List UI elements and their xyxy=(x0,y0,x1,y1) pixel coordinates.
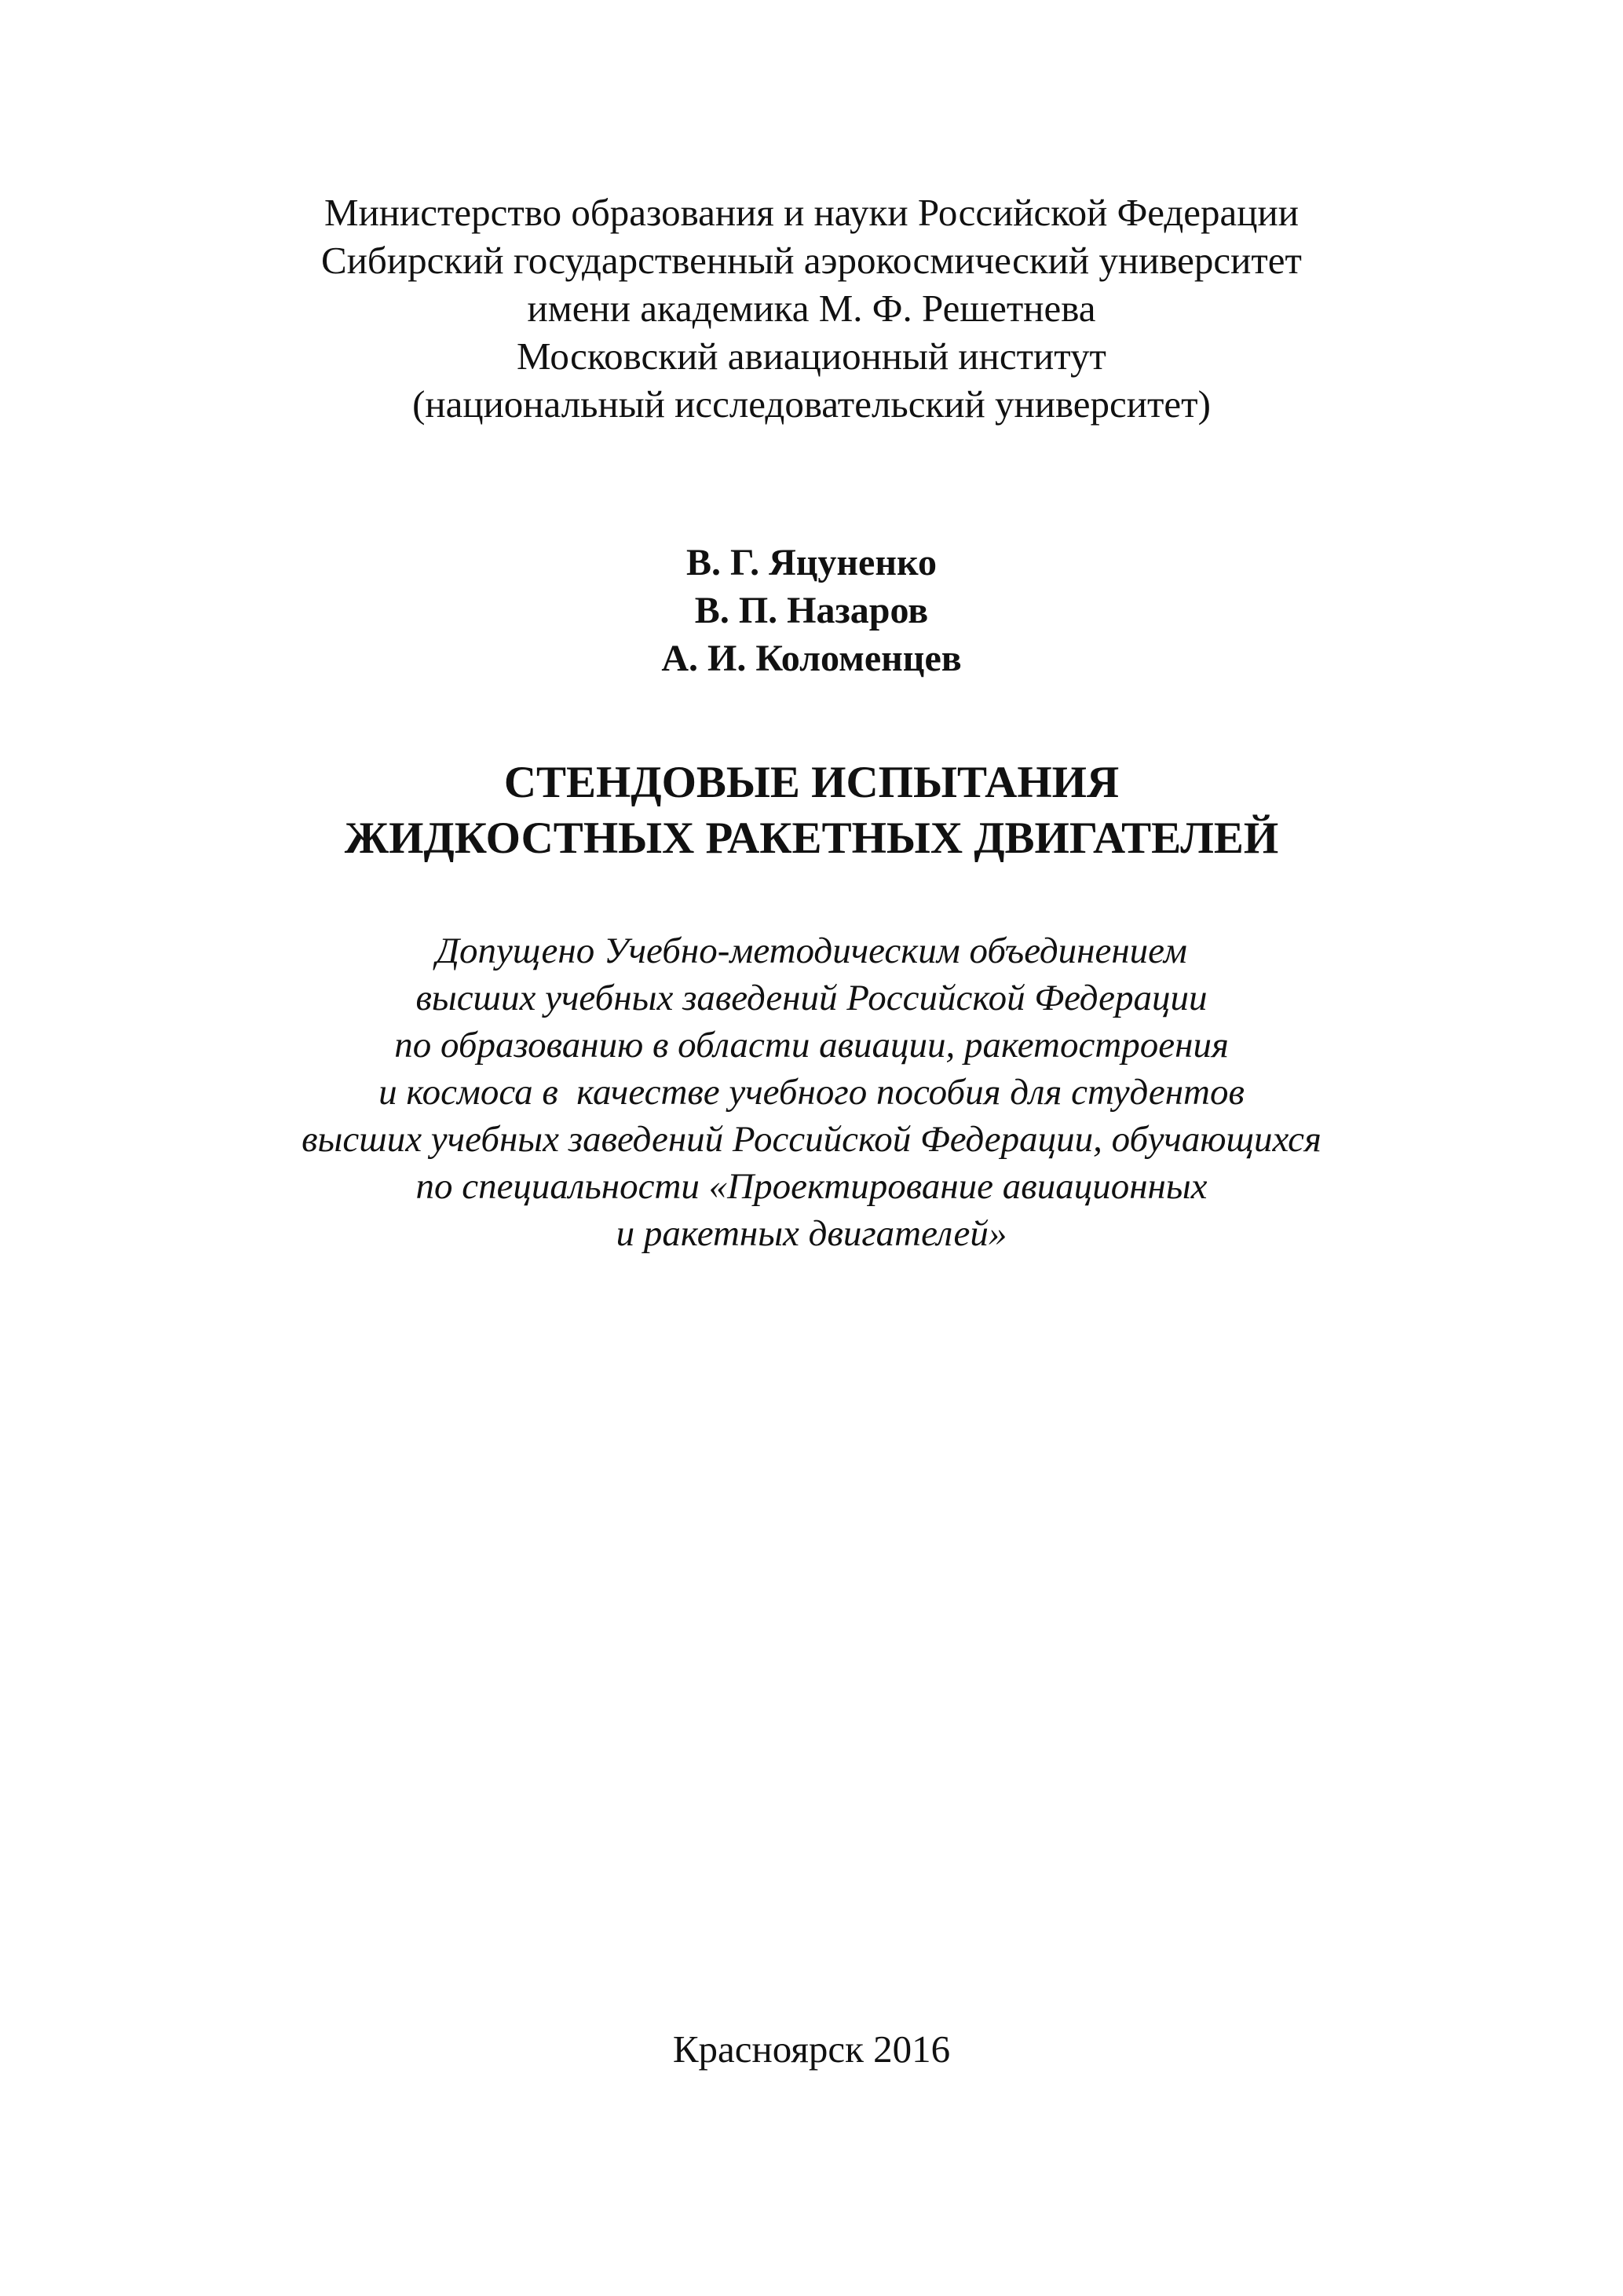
author-name: В. Г. Яцуненко xyxy=(685,542,938,583)
approval-line: по специальности «Проектирование авиационных xyxy=(415,1166,1208,1207)
institution-line-ministry: Министерство образования и науки Российской Федерации xyxy=(324,191,1299,234)
approval-line: высших учебных заведений Российской Федерации, обучающихся xyxy=(302,1119,1321,1160)
imprint-city-year xyxy=(0,2025,1623,2073)
approval-statement xyxy=(0,927,1623,1257)
institution-line-sibsau: Сибирский государственный аэрокосмический университет xyxy=(321,239,1302,282)
approval-line: Допущено Учебно-методическим объединением xyxy=(436,930,1187,971)
book-title xyxy=(0,755,1623,866)
author-name: А. И. Коломенцев xyxy=(661,638,962,679)
city-year-text: Красноярск 2016 xyxy=(672,2027,951,2071)
approval-line: по образованию в области авиации, ракетостроения xyxy=(394,1025,1229,1066)
authors-list xyxy=(0,539,1623,682)
approval-line: высших учебных заведений Российской Федерации xyxy=(415,978,1208,1018)
book-title-line: ЖИДКОСТНЫХ РАКЕТНЫХ ДВИГАТЕЛЕЙ xyxy=(344,813,1279,863)
institution-line-sibsau-name: имени академика М. Ф. Решетнева xyxy=(527,287,1096,330)
institutions-header xyxy=(0,188,1623,428)
author-name: В. П. Назаров xyxy=(694,590,929,631)
approval-line: и ракетных двигателей» xyxy=(616,1213,1007,1254)
institution-line-mai-status: (национальный исследовательский университет) xyxy=(412,382,1211,426)
institution-line-mai: Московский авиационный институт xyxy=(517,335,1106,378)
approval-line: и космоса в качестве учебного пособия для студентов xyxy=(378,1072,1245,1113)
book-title-line: СТЕНДОВЫЕ ИСПЫТАНИЯ xyxy=(503,758,1120,807)
